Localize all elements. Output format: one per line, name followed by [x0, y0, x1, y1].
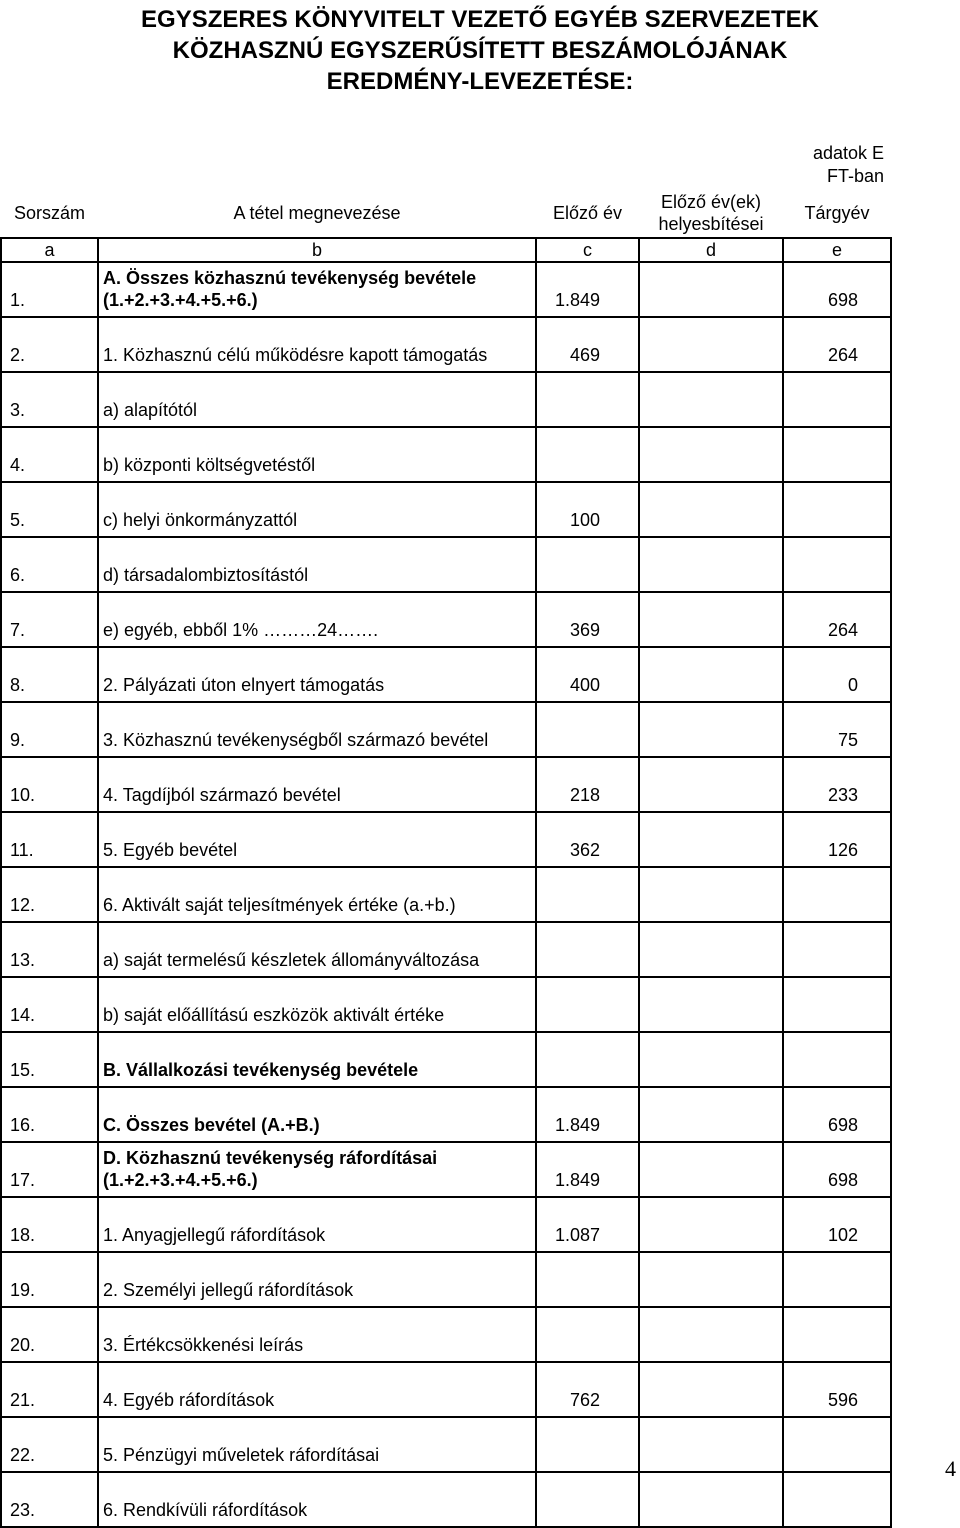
row-current-year: [783, 867, 891, 922]
row-corrections: [639, 262, 783, 317]
row-corrections: [639, 1362, 783, 1417]
row-previous-year: 362: [536, 812, 639, 867]
row-current-year: [783, 427, 891, 482]
row-number: 14.: [1, 977, 98, 1032]
row-previous-year: [536, 977, 639, 1032]
row-previous-year: [536, 867, 639, 922]
table-row: [1, 482, 891, 537]
table-body: [1, 262, 891, 1527]
row-number: 15.: [1, 1032, 98, 1087]
row-previous-year: 1.087: [536, 1197, 639, 1252]
row-label: 3. Közhasznú tevékenységből származó bevétel: [98, 702, 536, 757]
table-row: [1, 1197, 891, 1252]
row-previous-year: 762: [536, 1362, 639, 1417]
row-current-year: 698: [783, 1087, 891, 1142]
row-corrections: [639, 977, 783, 1032]
letter-c: c: [536, 238, 639, 262]
row-number: 23.: [1, 1472, 98, 1527]
row-label: 5. Pénzügyi műveletek ráfordításai: [98, 1417, 536, 1472]
table-row: [1, 1252, 891, 1307]
row-corrections: [639, 702, 783, 757]
row-corrections: [639, 317, 783, 372]
page-number: 4: [945, 1456, 956, 1481]
row-label: D. Közhasznú tevékenység ráfordításai (1.+2.+3.+4.+5.+6.): [98, 1142, 536, 1197]
row-current-year: [783, 1252, 891, 1307]
row-current-year: [783, 977, 891, 1032]
table-row: [1, 1087, 891, 1142]
row-label: B. Vállalkozási tevékenység bevétele: [98, 1032, 536, 1087]
row-current-year: 596: [783, 1362, 891, 1417]
row-corrections: [639, 1307, 783, 1362]
row-previous-year: 400: [536, 647, 639, 702]
row-current-year: 102: [783, 1197, 891, 1252]
row-corrections: [639, 867, 783, 922]
row-number: 8.: [1, 647, 98, 702]
row-previous-year: [536, 1032, 639, 1087]
table-row: [1, 757, 891, 812]
row-corrections: [639, 372, 783, 427]
row-corrections: [639, 537, 783, 592]
header-helyesbites: Előző év(ek) helyesbítései: [658, 192, 764, 234]
row-label: c) helyi önkormányzattól: [98, 482, 536, 537]
row-previous-year: 1.849: [536, 1087, 639, 1142]
table-row: [1, 537, 891, 592]
row-label: 6. Rendkívüli ráfordítások: [98, 1472, 536, 1527]
row-previous-year: [536, 427, 639, 482]
row-corrections: [639, 1417, 783, 1472]
income-statement-table: [0, 189, 892, 1528]
table-row: [1, 427, 891, 482]
row-label: e) egyéb, ebből 1% ………24…….: [98, 592, 536, 647]
row-current-year: [783, 1307, 891, 1362]
row-number: 9.: [1, 702, 98, 757]
row-corrections: [639, 922, 783, 977]
row-previous-year: [536, 702, 639, 757]
row-number: 18.: [1, 1197, 98, 1252]
row-number: 13.: [1, 922, 98, 977]
row-label: b) saját előállítású eszközök aktivált értéke: [98, 977, 536, 1032]
header-tetel: A tétel megnevezése: [233, 202, 401, 223]
row-number: 12.: [1, 867, 98, 922]
row-corrections: [639, 1087, 783, 1142]
row-label: A. Összes közhasznú tevékenység bevétele (1.+2.+3.+4.+5.+6.): [98, 262, 536, 317]
row-number: 1.: [1, 262, 98, 317]
row-corrections: [639, 592, 783, 647]
row-corrections: [639, 1252, 783, 1307]
row-previous-year: [536, 922, 639, 977]
column-letters-row: [1, 238, 891, 262]
row-current-year: [783, 537, 891, 592]
table-row: [1, 372, 891, 427]
row-corrections: [639, 1142, 783, 1197]
table-row: [1, 1362, 891, 1417]
row-label: 5. Egyéb bevétel: [98, 812, 536, 867]
table-row: [1, 922, 891, 977]
row-number: 22.: [1, 1417, 98, 1472]
title-line-3: EREDMÉNY-LEVEZETÉSE:: [326, 68, 634, 95]
row-number: 2.: [1, 317, 98, 372]
row-label: 3. Értékcsökkenési leírás: [98, 1307, 536, 1362]
row-number: 17.: [1, 1142, 98, 1197]
units-note: adatok E FT-ban: [812, 143, 884, 186]
header-sorszam: Sorszám: [13, 202, 85, 223]
table-row: [1, 977, 891, 1032]
row-current-year: [783, 482, 891, 537]
row-number: 16.: [1, 1087, 98, 1142]
header-elozo-ev: Előző év: [552, 202, 623, 223]
header-row: [1, 189, 891, 238]
row-label: 1. Anyagjellegű ráfordítások: [98, 1197, 536, 1252]
row-number: 11.: [1, 812, 98, 867]
row-corrections: [639, 427, 783, 482]
row-corrections: [639, 1472, 783, 1527]
row-previous-year: [536, 1417, 639, 1472]
row-previous-year: 1.849: [536, 1142, 639, 1197]
table-row: [1, 1142, 891, 1197]
row-corrections: [639, 1032, 783, 1087]
row-previous-year: [536, 537, 639, 592]
row-corrections: [639, 647, 783, 702]
row-number: 21.: [1, 1362, 98, 1417]
row-corrections: [639, 812, 783, 867]
row-current-year: [783, 1417, 891, 1472]
row-number: 6.: [1, 537, 98, 592]
row-current-year: [783, 1032, 891, 1087]
table-row: [1, 647, 891, 702]
row-number: 4.: [1, 427, 98, 482]
row-previous-year: [536, 1252, 639, 1307]
table-row: [1, 262, 891, 317]
report-title: [0, 4, 960, 97]
row-corrections: [639, 757, 783, 812]
row-previous-year: 218: [536, 757, 639, 812]
row-current-year: 75: [783, 702, 891, 757]
row-previous-year: [536, 1307, 639, 1362]
table-row: [1, 592, 891, 647]
table-row: [1, 1307, 891, 1362]
row-number: 19.: [1, 1252, 98, 1307]
row-previous-year: [536, 1472, 639, 1527]
row-label: a) alapítótól: [98, 372, 536, 427]
row-label: a) saját termelésű készletek állományváltozása: [98, 922, 536, 977]
row-label: 4. Tagdíjból származó bevétel: [98, 757, 536, 812]
row-previous-year: 100: [536, 482, 639, 537]
table-row: [1, 812, 891, 867]
row-current-year: 698: [783, 262, 891, 317]
row-current-year: 126: [783, 812, 891, 867]
row-number: 7.: [1, 592, 98, 647]
table-row: [1, 867, 891, 922]
row-current-year: 264: [783, 592, 891, 647]
header-targyev: Tárgyév: [804, 202, 870, 223]
table-row: [1, 1032, 891, 1087]
row-current-year: [783, 372, 891, 427]
row-current-year: [783, 1472, 891, 1527]
letter-e: e: [783, 238, 891, 262]
row-current-year: 264: [783, 317, 891, 372]
table-row: [1, 1472, 891, 1527]
row-number: 20.: [1, 1307, 98, 1362]
row-previous-year: 1.849: [536, 262, 639, 317]
row-previous-year: 369: [536, 592, 639, 647]
row-current-year: 233: [783, 757, 891, 812]
letter-d: d: [639, 238, 783, 262]
table-row: [1, 317, 891, 372]
table-row: [1, 702, 891, 757]
row-current-year: 0: [783, 647, 891, 702]
row-corrections: [639, 482, 783, 537]
letter-a: a: [1, 238, 98, 262]
title-line-1: EGYSZERES KÖNYVITELT VEZETŐ EGYÉB SZERVEZETEK: [141, 6, 819, 33]
row-label: b) központi költségvetéstől: [98, 427, 536, 482]
row-previous-year: [536, 372, 639, 427]
row-label: 2. Pályázati úton elnyert támogatás: [98, 647, 536, 702]
row-corrections: [639, 1197, 783, 1252]
row-current-year: 698: [783, 1142, 891, 1197]
row-label: 2. Személyi jellegű ráfordítások: [98, 1252, 536, 1307]
row-previous-year: 469: [536, 317, 639, 372]
row-label: d) társadalombiztosítástól: [98, 537, 536, 592]
row-current-year: [783, 922, 891, 977]
row-number: 5.: [1, 482, 98, 537]
row-label: 6. Aktivált saját teljesítmények értéke (a.+b.): [98, 867, 536, 922]
title-line-2: KÖZHASZNÚ EGYSZERŰSÍTETT BESZÁMOLÓJÁNAK: [172, 37, 788, 64]
row-number: 3.: [1, 372, 98, 427]
row-number: 10.: [1, 757, 98, 812]
row-label: 4. Egyéb ráfordítások: [98, 1362, 536, 1417]
letter-b: b: [98, 238, 536, 262]
table-row: [1, 1417, 891, 1472]
row-label: C. Összes bevétel (A.+B.): [98, 1087, 536, 1142]
row-label: 1. Közhasznú célú működésre kapott támogatás: [98, 317, 536, 372]
